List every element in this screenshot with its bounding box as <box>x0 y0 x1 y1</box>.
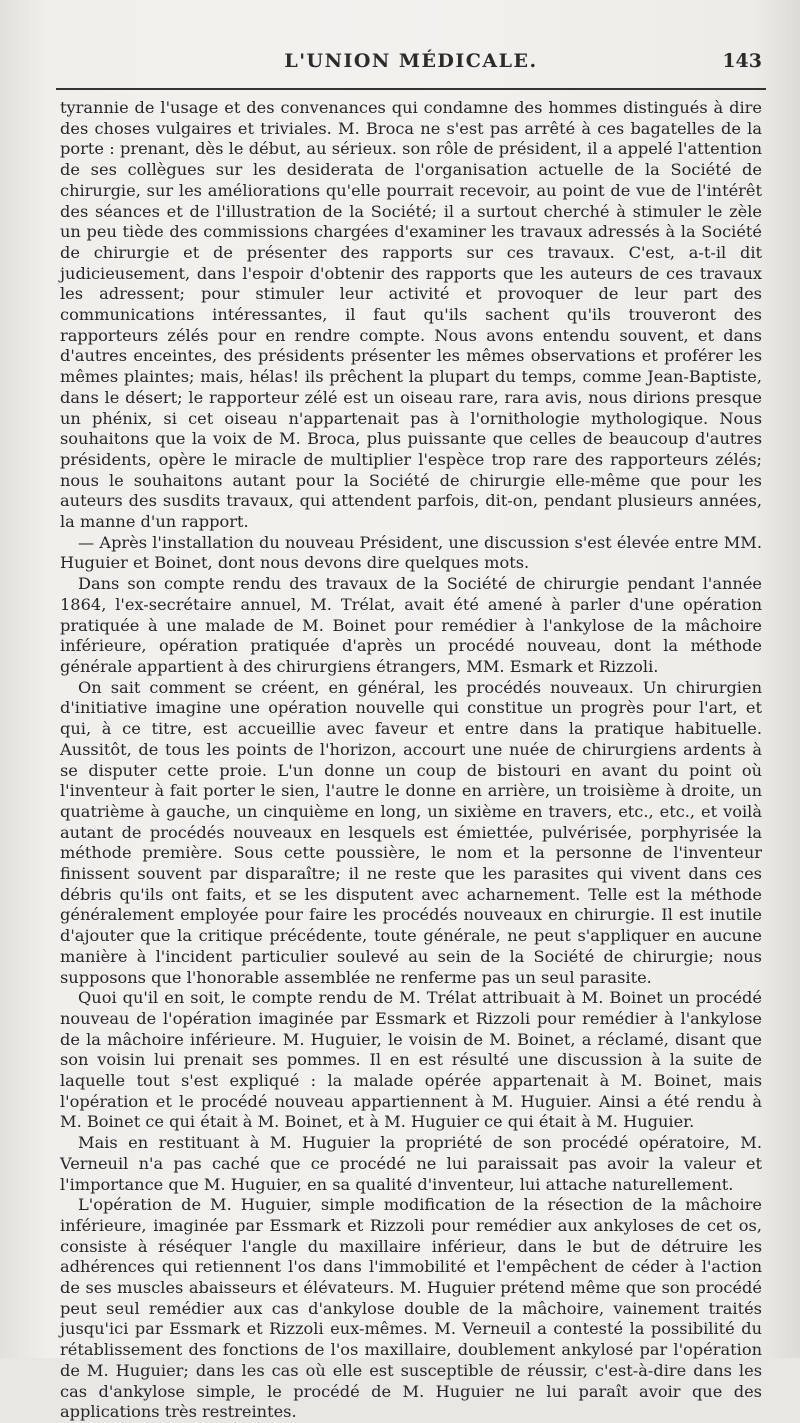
running-title: L'UNION MÉDICALE. <box>284 50 538 72</box>
paragraph: Dans son compte rendu des travaux de la Société de chirurgie pendant l'année 1864, l'ex-secrétaire annuel, M. Trélat, avait été amené à parler d'une opération pratiquée à une malade de M. Boinet pour remédier à l'ankylose de la mâchoire inférieure, opération pratiquée d'après un procédé nouveau, dont la méthode générale appartient à des chirurgiens étrangers, MM. Esmark et Rizzoli. <box>60 574 762 676</box>
header-rule <box>56 88 766 90</box>
article-body <box>60 98 762 1423</box>
paragraph: On sait comment se créent, en général, les procédés nouveaux. Un chirurgien d'initiative imagine une opération nouvelle qui constitue un progrès pour l'art, et qui, à ce titre, est accueillie avec faveur et entre dans la pratique habituelle. Aussitôt, de tous les points de l'horizon, accourt une nuée de chirurgiens ardents à se disputer cette proie. L'un donne un coup de bistouri en avant du point où l'inventeur à fait porter le sien, l'autre le donne en arrière, un troisième à droite, un quatrième à gauche, un cinquième en long, un sixième en travers, etc., etc., et voilà autant de procédés nouveaux en lesquels est émiettée, pulvérisée, porphyrisée la méthode première. Sous cette poussière, le nom et la personne de l'inventeur finissent souvent par disparaître; il ne reste que les parasites qui vivent dans ces débris qu'ils ont faits, et se les disputent avec acharnement. Telle est la méthode généralement employée pour faire les procédés nouveaux en chirurgie. Il est inutile d'ajouter que la critique précédente, toute générale, ne peut s'appliquer en aucune manière à l'incident particulier soulevé au sein de la Société de chirurgie; nous supposons que l'honorable assemblée ne renferme pas un seul parasite. <box>60 677 762 987</box>
paragraph: tyrannie de l'usage et des convenances qui condamne des hommes distingués à dire des choses vulgaires et triviales. M. Broca ne s'est pas arrêté à ces bagatelles de la porte : prenant, dès le début, au sérieux. son rôle de président, il a appelé l'attention de ses collègues sur les desiderata de l'organisation actuelle de la Société de chirurgie, sur les améliorations qu'elle pourrait recevoir, au point de vue de l'intérêt des séances et de l'illustration de la Société; il a surtout cherché à stimuler le zèle un peu tiède des commissions chargées d'examiner les travaux adressés à la Société de chirurgie et de présenter des rapports sur ces travaux. C'est, a-t-il dit judicieusement, dans l'espoir d'obtenir des rapports que les auteurs de ces travaux les adressent; pour stimuler leur activité et provoquer de leur part des communications intéressantes, il faut qu'ils sachent qu'ils trouveront des rapporteurs zélés pour en rendre compte. Nous avons entendu souvent, et dans d'autres enceintes, des présidents présenter les mêmes observations et proférer les mêmes plaintes; mais, hélas! ils prêchent la plupart du temps, comme Jean-Baptiste, dans le désert; le rapporteur zélé est un oiseau rare, rara avis, nous dirions presque un phénix, si cet oiseau n'appartenait pas à l'ornithologie mythologique. Nous souhaitons que la voix de M. Broca, plus puissante que celles de beaucoup d'autres présidents, opère le miracle de multiplier l'espèce trop rare des rapporteurs zélés; nous le souhaitons autant pour la Société de chirurgie elle-même que pour les auteurs des susdits travaux, qui attendent parfois, dit-on, pendant plusieurs années, la manne d'un rapport. <box>60 98 762 532</box>
paragraph: Quoi qu'il en soit, le compte rendu de M. Trélat attribuait à M. Boinet un procédé nouveau de l'opération imaginée par Essmark et Rizzoli pour remédier à l'ankylose de la mâchoire inférieure. M. Huguier, le voisin de M. Boinet, a réclamé, disant que son voisin lui prenait ses pommes. Il en est résulté une discussion à la suite de laquelle tout s'est expliqué : la malade opérée appartenait à M. Boinet, mais l'opération et le procédé nouveau appartiennent à M. Huguier. Ainsi a été rendu à M. Boinet ce qui était à M. Boinet, et à M. Huguier ce qui était à M. Huguier. <box>60 988 762 1132</box>
paragraph: L'opération de M. Huguier, simple modification de la résection de la mâchoire inférieure, imaginée par Essmark et Rizzoli pour remédier aux ankyloses de cet os, consiste à réséquer l'angle du maxillaire inférieur, dans le but de détruire les adhérences qui retiennent l'os dans l'immobilité et l'empêchent de céder à l'action de ses muscles abaisseurs et élévateurs. M. Huguier prétend même que son procédé peut seul remédier aux cas d'ankylose double de la mâchoire, vainement traités jusqu'ici par Essmark et Rizzoli eux-mêmes. M. Verneuil a contesté la possibilité du rétablissement des fonctions de l'os maxillaire, doublement ankylosé par l'opération de M. Huguier; dans les cas où elle est susceptible de réussir, c'est-à-dire dans les cas d'ankylose simple, le procédé de M. Huguier ne lui paraît avoir que des applications très restreintes. <box>60 1195 762 1422</box>
page-header <box>60 50 762 90</box>
paragraph: Mais en restituant à M. Huguier la propriété de son procédé opératoire, M. Verneuil n'a pas caché que ce procédé ne lui paraissait pas avoir la valeur et l'importance que M. Huguier, en sa qualité d'inventeur, lui attache naturellement. <box>60 1133 762 1194</box>
paragraph: — Après l'installation du nouveau Président, une discussion s'est élevée entre MM. Huguier et Boinet, dont nous devons dire quelques mots. <box>60 532 762 573</box>
page-number: 143 <box>722 50 762 72</box>
